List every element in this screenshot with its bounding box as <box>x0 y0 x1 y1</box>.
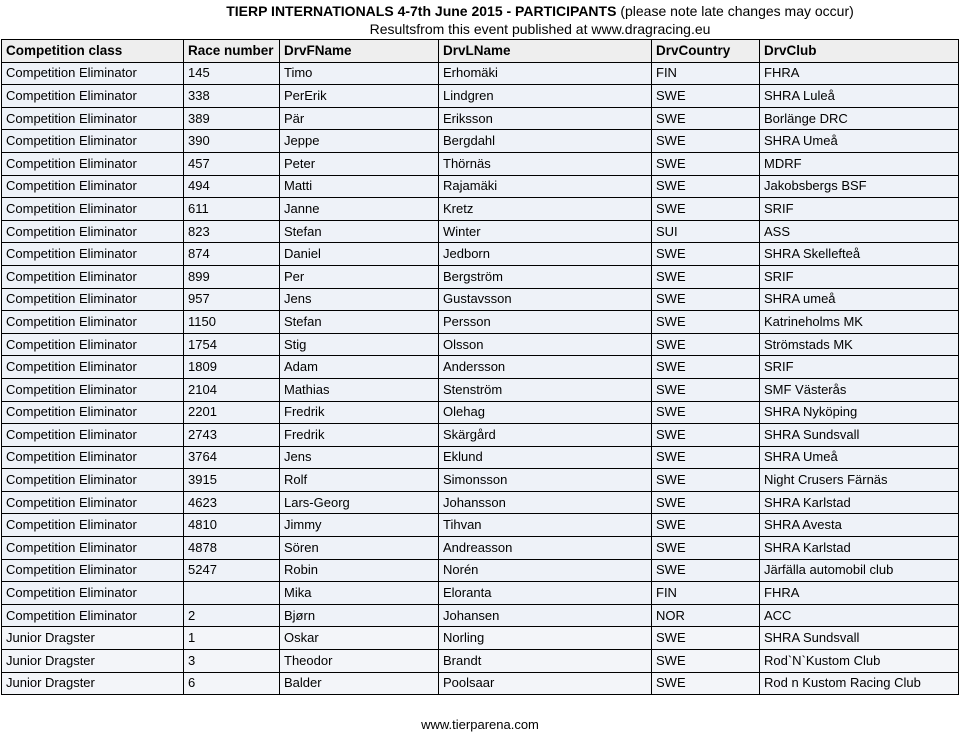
cell-drv-fname: Stefan <box>280 220 439 243</box>
cell-race-number: 145 <box>184 62 280 85</box>
cell-drv-country: SWE <box>652 356 760 379</box>
cell-drv-lname: Gustavsson <box>439 288 652 311</box>
page-title-note: (please note late changes may occur) <box>616 3 854 19</box>
cell-drv-club: SHRA Luleå <box>760 85 959 108</box>
column-header-drv-club: DrvClub <box>760 40 959 63</box>
cell-drv-lname: Erhomäki <box>439 62 652 85</box>
cell-race-number: 5247 <box>184 559 280 582</box>
participants-table <box>1 39 959 695</box>
column-header-drv-fname: DrvFName <box>280 40 439 63</box>
cell-drv-country: SWE <box>652 627 760 650</box>
table-row <box>2 130 959 153</box>
table-row <box>2 672 959 695</box>
cell-race-number: 899 <box>184 265 280 288</box>
cell-drv-fname: Pär <box>280 107 439 130</box>
cell-race-number: 3915 <box>184 469 280 492</box>
page-header <box>0 0 960 40</box>
cell-drv-lname: Bergdahl <box>439 130 652 153</box>
cell-competition-class: Competition Eliminator <box>2 130 184 153</box>
cell-race-number: 823 <box>184 220 280 243</box>
table-row <box>2 446 959 469</box>
cell-drv-fname: PerErik <box>280 85 439 108</box>
cell-competition-class: Competition Eliminator <box>2 469 184 492</box>
cell-drv-fname: Robin <box>280 559 439 582</box>
cell-drv-country: SWE <box>652 514 760 537</box>
table-row <box>2 85 959 108</box>
cell-drv-country: FIN <box>652 62 760 85</box>
table-row <box>2 424 959 447</box>
cell-competition-class: Junior Dragster <box>2 672 184 695</box>
cell-drv-club: SHRA Sundsvall <box>760 627 959 650</box>
cell-drv-club: ASS <box>760 220 959 243</box>
cell-drv-lname: Lindgren <box>439 85 652 108</box>
cell-drv-country: SWE <box>652 537 760 560</box>
cell-drv-country: SWE <box>652 107 760 130</box>
cell-drv-lname: Simonsson <box>439 469 652 492</box>
cell-drv-lname: Bergström <box>439 265 652 288</box>
cell-race-number: 1809 <box>184 356 280 379</box>
table-row <box>2 243 959 266</box>
cell-drv-country: SWE <box>652 401 760 424</box>
table-row <box>2 604 959 627</box>
table-row <box>2 356 959 379</box>
cell-drv-club: SRIF <box>760 198 959 221</box>
cell-competition-class: Competition Eliminator <box>2 514 184 537</box>
cell-competition-class: Competition Eliminator <box>2 604 184 627</box>
cell-drv-lname: Poolsaar <box>439 672 652 695</box>
cell-drv-country: SWE <box>652 130 760 153</box>
cell-competition-class: Competition Eliminator <box>2 424 184 447</box>
cell-drv-club: SRIF <box>760 356 959 379</box>
table-row <box>2 175 959 198</box>
cell-race-number: 2743 <box>184 424 280 447</box>
cell-drv-club: FHRA <box>760 582 959 605</box>
table-row <box>2 401 959 424</box>
cell-drv-fname: Lars-Georg <box>280 491 439 514</box>
cell-drv-lname: Johansson <box>439 491 652 514</box>
cell-race-number: 2201 <box>184 401 280 424</box>
table-row <box>2 469 959 492</box>
cell-competition-class: Competition Eliminator <box>2 265 184 288</box>
cell-race-number: 389 <box>184 107 280 130</box>
cell-drv-fname: Oskar <box>280 627 439 650</box>
cell-competition-class: Competition Eliminator <box>2 378 184 401</box>
cell-drv-fname: Balder <box>280 672 439 695</box>
cell-drv-fname: Rolf <box>280 469 439 492</box>
cell-competition-class: Competition Eliminator <box>2 333 184 356</box>
cell-drv-lname: Stenström <box>439 378 652 401</box>
cell-drv-country: SUI <box>652 220 760 243</box>
cell-race-number: 4623 <box>184 491 280 514</box>
table-row <box>2 537 959 560</box>
cell-race-number <box>184 582 280 605</box>
table-row <box>2 514 959 537</box>
cell-drv-country: SWE <box>652 311 760 334</box>
cell-race-number: 338 <box>184 85 280 108</box>
cell-drv-club: Katrineholms MK <box>760 311 959 334</box>
cell-drv-fname: Theodor <box>280 650 439 673</box>
cell-drv-club: ACC <box>760 604 959 627</box>
cell-drv-club: SMF Västerås <box>760 378 959 401</box>
cell-drv-lname: Andersson <box>439 356 652 379</box>
cell-race-number: 390 <box>184 130 280 153</box>
cell-drv-club: SHRA Karlstad <box>760 491 959 514</box>
cell-drv-club: SHRA Sundsvall <box>760 424 959 447</box>
cell-competition-class: Competition Eliminator <box>2 446 184 469</box>
cell-drv-lname: Norén <box>439 559 652 582</box>
cell-drv-club: MDRF <box>760 152 959 175</box>
cell-drv-country: SWE <box>652 491 760 514</box>
cell-drv-fname: Adam <box>280 356 439 379</box>
table-row <box>2 333 959 356</box>
cell-drv-lname: Skärgård <box>439 424 652 447</box>
table-row <box>2 378 959 401</box>
page-title <box>120 2 960 20</box>
cell-drv-club: SHRA Umeå <box>760 130 959 153</box>
cell-drv-country: SWE <box>652 672 760 695</box>
cell-competition-class: Competition Eliminator <box>2 85 184 108</box>
cell-drv-fname: Stig <box>280 333 439 356</box>
cell-race-number: 957 <box>184 288 280 311</box>
table-row <box>2 107 959 130</box>
cell-drv-lname: Winter <box>439 220 652 243</box>
cell-drv-lname: Eriksson <box>439 107 652 130</box>
cell-competition-class: Junior Dragster <box>2 650 184 673</box>
cell-drv-fname: Matti <box>280 175 439 198</box>
table-row <box>2 265 959 288</box>
column-header-race-number: Race number <box>184 40 280 63</box>
cell-drv-club: Strömstads MK <box>760 333 959 356</box>
cell-drv-country: SWE <box>652 288 760 311</box>
table-header <box>2 40 959 63</box>
cell-race-number: 1754 <box>184 333 280 356</box>
cell-drv-country: SWE <box>652 243 760 266</box>
cell-drv-fname: Sören <box>280 537 439 560</box>
header-row <box>2 40 959 63</box>
cell-drv-club: SHRA Karlstad <box>760 537 959 560</box>
cell-competition-class: Competition Eliminator <box>2 152 184 175</box>
cell-competition-class: Competition Eliminator <box>2 356 184 379</box>
cell-drv-fname: Timo <box>280 62 439 85</box>
cell-race-number: 3764 <box>184 446 280 469</box>
cell-drv-club: Night Crusers Färnäs <box>760 469 959 492</box>
cell-drv-country: SWE <box>652 446 760 469</box>
cell-drv-fname: Daniel <box>280 243 439 266</box>
table-row <box>2 198 959 221</box>
cell-drv-fname: Mathias <box>280 378 439 401</box>
table-row <box>2 62 959 85</box>
table-row <box>2 627 959 650</box>
cell-drv-country: SWE <box>652 265 760 288</box>
cell-drv-fname: Fredrik <box>280 401 439 424</box>
cell-drv-fname: Peter <box>280 152 439 175</box>
cell-drv-club: Jakobsbergs BSF <box>760 175 959 198</box>
page-subtitle: Resultsfrom this event published at www.dragracing.eu <box>369 21 711 37</box>
cell-drv-country: SWE <box>652 175 760 198</box>
cell-drv-club: Rod n Kustom Racing Club <box>760 672 959 695</box>
cell-drv-fname: Jens <box>280 446 439 469</box>
cell-drv-country: SWE <box>652 378 760 401</box>
cell-drv-lname: Jedborn <box>439 243 652 266</box>
cell-drv-club: FHRA <box>760 62 959 85</box>
cell-competition-class: Competition Eliminator <box>2 582 184 605</box>
table-row <box>2 152 959 175</box>
cell-drv-lname: Eloranta <box>439 582 652 605</box>
cell-drv-fname: Mika <box>280 582 439 605</box>
table-row <box>2 220 959 243</box>
cell-drv-fname: Fredrik <box>280 424 439 447</box>
cell-drv-country: SWE <box>652 650 760 673</box>
cell-drv-fname: Stefan <box>280 311 439 334</box>
cell-race-number: 2 <box>184 604 280 627</box>
cell-drv-club: Rod`N`Kustom Club <box>760 650 959 673</box>
cell-competition-class: Junior Dragster <box>2 627 184 650</box>
cell-drv-country: SWE <box>652 333 760 356</box>
cell-drv-country: SWE <box>652 198 760 221</box>
cell-drv-fname: Jens <box>280 288 439 311</box>
cell-competition-class: Competition Eliminator <box>2 107 184 130</box>
cell-drv-club: SHRA Umeå <box>760 446 959 469</box>
cell-race-number: 457 <box>184 152 280 175</box>
cell-drv-fname: Janne <box>280 198 439 221</box>
cell-competition-class: Competition Eliminator <box>2 220 184 243</box>
column-header-competition-class: Competition class <box>2 40 184 63</box>
page-footer-url: www.tierparena.com <box>421 717 539 732</box>
cell-drv-lname: Tihvan <box>439 514 652 537</box>
cell-race-number: 874 <box>184 243 280 266</box>
cell-drv-lname: Rajamäki <box>439 175 652 198</box>
cell-drv-club: SHRA Nyköping <box>760 401 959 424</box>
cell-competition-class: Competition Eliminator <box>2 559 184 582</box>
cell-race-number: 4878 <box>184 537 280 560</box>
cell-drv-lname: Olehag <box>439 401 652 424</box>
cell-competition-class: Competition Eliminator <box>2 311 184 334</box>
cell-drv-country: SWE <box>652 152 760 175</box>
cell-competition-class: Competition Eliminator <box>2 198 184 221</box>
cell-drv-lname: Brandt <box>439 650 652 673</box>
table-row <box>2 582 959 605</box>
cell-race-number: 1 <box>184 627 280 650</box>
cell-drv-fname: Jeppe <box>280 130 439 153</box>
cell-drv-lname: Eklund <box>439 446 652 469</box>
cell-race-number: 3 <box>184 650 280 673</box>
cell-competition-class: Competition Eliminator <box>2 175 184 198</box>
cell-drv-club: SHRA umeå <box>760 288 959 311</box>
cell-drv-club: Borlänge DRC <box>760 107 959 130</box>
cell-drv-country: SWE <box>652 424 760 447</box>
table-row <box>2 491 959 514</box>
cell-drv-country: SWE <box>652 469 760 492</box>
page-title-main: TIERP INTERNATIONALS 4-7th June 2015 - PARTICIPANTS <box>226 3 617 19</box>
cell-race-number: 2104 <box>184 378 280 401</box>
cell-drv-club: SHRA Avesta <box>760 514 959 537</box>
cell-drv-lname: Thörnäs <box>439 152 652 175</box>
cell-drv-lname: Johansen <box>439 604 652 627</box>
cell-competition-class: Competition Eliminator <box>2 288 184 311</box>
table-row <box>2 288 959 311</box>
cell-drv-lname: Persson <box>439 311 652 334</box>
cell-drv-country: SWE <box>652 559 760 582</box>
cell-drv-club: SHRA Skellefteå <box>760 243 959 266</box>
cell-competition-class: Competition Eliminator <box>2 62 184 85</box>
cell-drv-club: Järfälla automobil club <box>760 559 959 582</box>
cell-race-number: 1150 <box>184 311 280 334</box>
cell-drv-fname: Jimmy <box>280 514 439 537</box>
cell-drv-club: SRIF <box>760 265 959 288</box>
cell-drv-lname: Kretz <box>439 198 652 221</box>
cell-drv-lname: Andreasson <box>439 537 652 560</box>
cell-competition-class: Competition Eliminator <box>2 243 184 266</box>
table-row <box>2 311 959 334</box>
cell-drv-fname: Bjørn <box>280 604 439 627</box>
column-header-drv-country: DrvCountry <box>652 40 760 63</box>
cell-race-number: 611 <box>184 198 280 221</box>
cell-drv-country: FIN <box>652 582 760 605</box>
table-row <box>2 650 959 673</box>
table-row <box>2 559 959 582</box>
cell-race-number: 4810 <box>184 514 280 537</box>
cell-drv-fname: Per <box>280 265 439 288</box>
column-header-drv-lname: DrvLName <box>439 40 652 63</box>
cell-drv-lname: Olsson <box>439 333 652 356</box>
cell-drv-lname: Norling <box>439 627 652 650</box>
cell-race-number: 6 <box>184 672 280 695</box>
cell-competition-class: Competition Eliminator <box>2 491 184 514</box>
cell-competition-class: Competition Eliminator <box>2 401 184 424</box>
cell-drv-country: NOR <box>652 604 760 627</box>
cell-drv-country: SWE <box>652 85 760 108</box>
cell-competition-class: Competition Eliminator <box>2 537 184 560</box>
cell-race-number: 494 <box>184 175 280 198</box>
table-body <box>2 62 959 695</box>
